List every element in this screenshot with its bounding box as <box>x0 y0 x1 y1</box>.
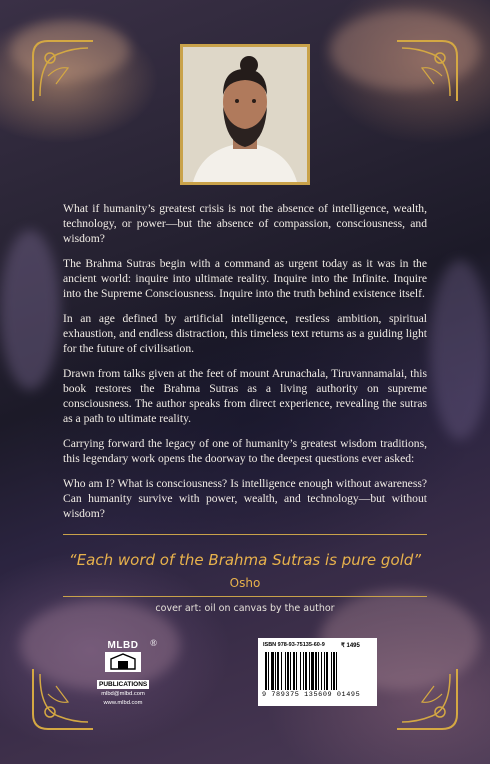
barcode-bar <box>296 652 297 690</box>
ornament-bottom-right <box>392 664 462 734</box>
barcode-bar <box>315 652 317 690</box>
divider-bottom <box>63 596 427 597</box>
author-photo <box>180 44 310 185</box>
publisher-label: PUBLICATIONS <box>99 681 148 688</box>
barcode-bar <box>324 652 325 690</box>
barcode-bar <box>277 652 279 690</box>
barcode-bar <box>305 652 307 690</box>
barcode-bar <box>321 652 322 690</box>
blurb-paragraph: The Brahma Sutras begin with a command as urgent today as it was in the ancient world: inquire into ultimate reality. Inquire into the Infinite. Inquire into the Supreme Consciousness. Inquire into the truth behind existence itself. <box>63 257 427 300</box>
barcode-bars <box>264 652 371 690</box>
cover-art-credit: cover art: oil on canvas by the author <box>155 603 335 614</box>
quote-author: Osho <box>229 576 261 590</box>
author-portrait-image <box>183 47 307 182</box>
barcode-bar <box>336 652 337 690</box>
quote-text: “Each word of the Brahma Sutras is pure gold” <box>68 551 422 569</box>
ornament-top-right <box>392 36 462 106</box>
publisher-emblem-icon <box>103 651 143 673</box>
barcode-bar <box>293 652 295 690</box>
blurb-paragraph: What if humanity’s greatest crisis is not the absence of intelligence, wealth, technology, or power—but the absence of compassion, consciousness, and wisdom? <box>63 202 427 245</box>
ornament-top-left <box>28 36 98 106</box>
barcode-bar <box>275 652 276 690</box>
barcode-bar <box>309 652 310 690</box>
barcode-bar <box>300 652 301 690</box>
barcode-bar <box>318 652 319 690</box>
barcode-bar <box>331 652 332 690</box>
barcode-digits: 9 789375 135609 01495 <box>262 691 361 699</box>
barcode-bar <box>333 652 335 690</box>
publisher-name: MLBD <box>107 640 139 651</box>
blurb-paragraph: In an age defined by artificial intelligence, restless ambition, spiritual exhaustion, and endless distraction, this timeless text returns as a guiding light for the future of civilisation. <box>63 312 427 355</box>
publisher-logo <box>97 638 157 707</box>
blurb-paragraph: Who am I? What is consciousness? Is intelligence enough without awareness? Can humanity survive with power, wealth, and technology—but without wisdom? <box>63 477 427 520</box>
blurb <box>63 201 427 531</box>
barcode-bar <box>287 652 289 690</box>
barcode-bar <box>290 652 291 690</box>
isbn-barcode <box>258 638 377 706</box>
price: ₹ 1495 <box>341 643 360 649</box>
publisher-website: www.mlbd.com <box>103 700 143 706</box>
registered-mark: ® <box>150 638 157 648</box>
barcode-bar <box>285 652 286 690</box>
barcode-bar <box>268 652 269 690</box>
barcode-bar <box>326 652 328 690</box>
marble-swirl <box>0 230 60 390</box>
barcode-bar <box>303 652 304 690</box>
barcode-bar <box>265 652 267 690</box>
publisher-email: mlbd@mlbd.com <box>101 691 145 697</box>
barcode-bar <box>271 652 274 690</box>
ornament-bottom-left <box>28 664 98 734</box>
marble-swirl <box>430 260 490 440</box>
blurb-paragraph: Carrying forward the legacy of one of humanity’s greatest wisdom traditions, this legendary work opens the doorway to the deepest questions ever asked: <box>63 437 427 465</box>
blurb-paragraph: Drawn from talks given at the feet of mount Arunachala, Tiruvannamalai, this book restores the Brahma Sutras as a living authority on supreme consciousness. The author speaks from direct experience, revealing the sutras as a path to ultimate reality. <box>63 367 427 425</box>
divider-top <box>63 534 427 535</box>
barcode-bar <box>311 652 314 690</box>
isbn-number: ISBN 978-93-75135-60-9 <box>263 642 325 648</box>
barcode-bar <box>281 652 282 690</box>
